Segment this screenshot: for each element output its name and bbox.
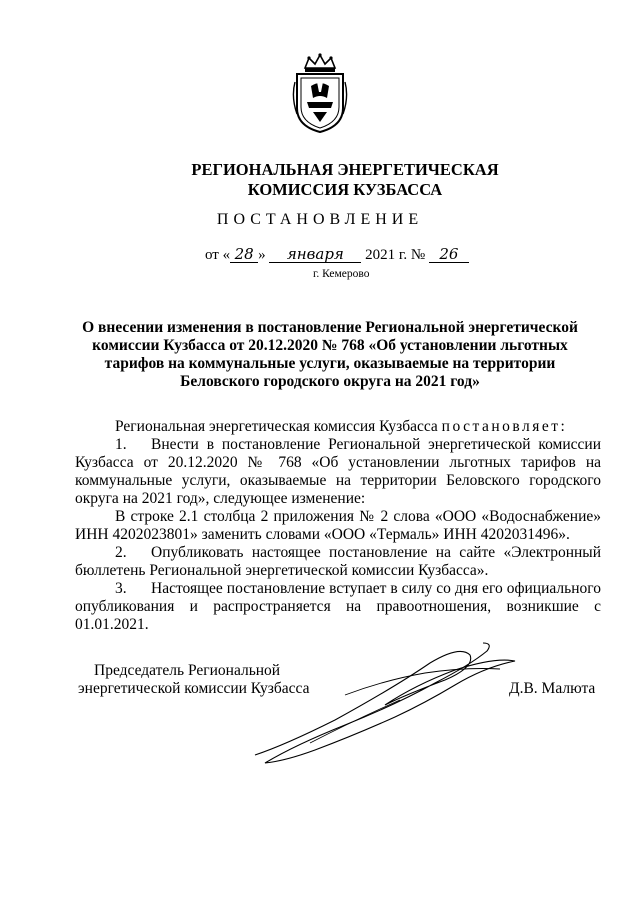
- intro-resolves: постановляет:: [441, 418, 568, 435]
- coat-of-arms-icon: [291, 52, 349, 136]
- date-month: января: [269, 246, 361, 263]
- item-number: 2.: [115, 544, 127, 561]
- document-number: 26: [429, 246, 469, 263]
- list-item: [75, 544, 601, 580]
- document-type: ПОСТАНОВЛЕНИЕ: [216, 211, 424, 228]
- item-text: Внести в постановление Региональной энергетической комиссии Кузбасса от 20.12.2020 № 768 «Об установлении льготных тарифов на коммунальные услуги, оказываемые на территории Беловского городского округа на 2021 год», следующее изменение:: [75, 436, 601, 507]
- list-item: [75, 508, 601, 544]
- document-body: [75, 418, 601, 634]
- document-subject: О внесении изменения в постановление Региональной энергетической комиссии Кузбасса от 20.12.2020 № 768 «Об установлении льготных тарифов на коммунальные услуги, оказываемые на территории Беловского городского округа на 2021 год»: [82, 319, 578, 390]
- item-text: Настоящее постановление вступает в силу со дня его официального опубликования и распространяется на правоотношения, возникшие с 01.01.2021.: [75, 580, 601, 633]
- list-item: [75, 436, 601, 508]
- intro-paragraph: [75, 418, 601, 436]
- organization-title: РЕГИОНАЛЬНАЯ ЭНЕРГЕТИЧЕСКАЯ КОМИССИЯ КУЗБАССА: [191, 160, 499, 199]
- signatory-name: Д.В. Малюта: [509, 680, 596, 697]
- item-text: В строке 2.1 столбца 2 приложения № 2 слова «ООО «Водоснабжение» ИНН 4202023801» заменить словами «ООО «Термаль» ИНН 4202031496».: [75, 508, 601, 543]
- date-sep: »: [258, 247, 270, 263]
- item-number: 3.: [115, 580, 127, 597]
- position-line-1: Председатель Региональной: [94, 662, 281, 679]
- item-number: 1.: [115, 436, 127, 453]
- date-year: 2021 г. №: [361, 247, 429, 263]
- position-line-2: энергетической комиссии Кузбасса: [78, 680, 310, 697]
- date-day: 28: [230, 246, 258, 263]
- city: г. Кемерово: [313, 268, 370, 280]
- item-text: Опубликовать настоящее постановление на сайте «Электронный бюллетень Региональной энергетической комиссии Кузбасса».: [75, 544, 601, 579]
- date-line: [205, 246, 469, 264]
- intro-text: Региональная энергетическая комиссия Кузбасса: [115, 418, 442, 435]
- date-prefix: от «: [205, 247, 231, 263]
- handwritten-signature: [225, 625, 525, 775]
